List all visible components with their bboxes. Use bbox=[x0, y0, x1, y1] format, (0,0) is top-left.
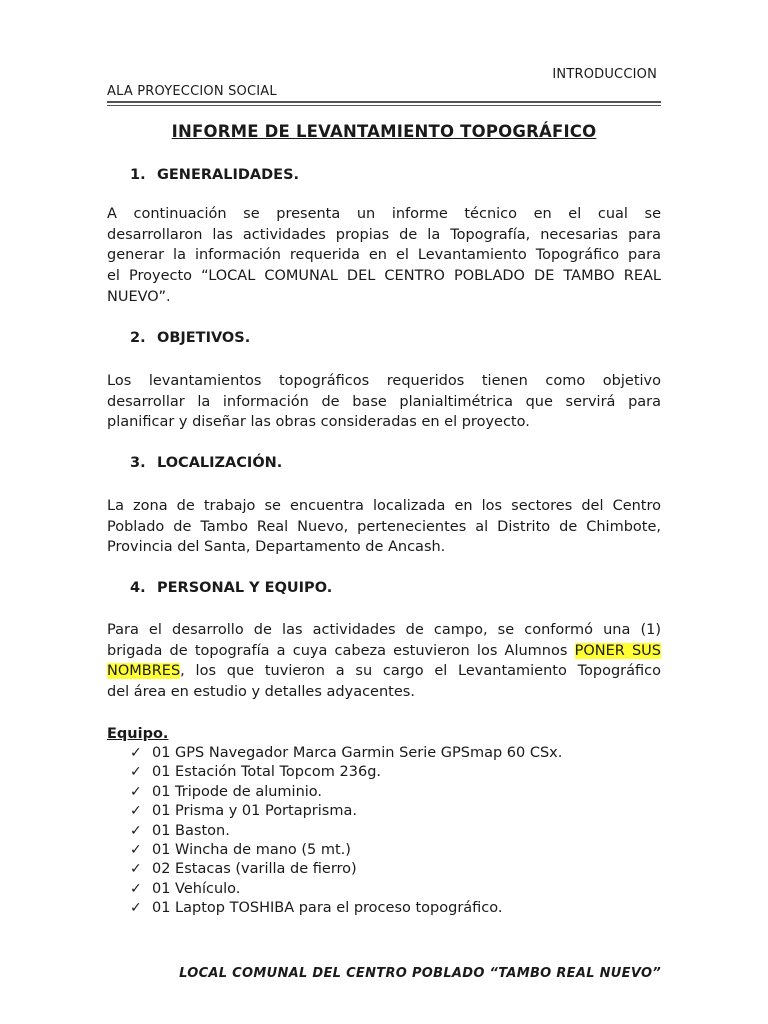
paragraph-objetivos bbox=[107, 371, 661, 433]
paragraph-line bbox=[107, 661, 661, 682]
list-item bbox=[130, 880, 562, 899]
list-item-text: 01 Estación Total Topcom 236g. bbox=[152, 764, 382, 781]
paragraph-line: Los levantamientos topográficos requeridos tienen como objetivo bbox=[107, 373, 661, 389]
section-title: PERSONAL Y EQUIPO. bbox=[157, 580, 333, 596]
list-item bbox=[130, 822, 562, 841]
list-item-text: 01 GPS Navegador Marca Garmin Serie GPSmap 60 CSx. bbox=[152, 745, 563, 761]
paragraph-line: Para el desarrollo de las actividades de campo, se conformó una (1) bbox=[107, 622, 661, 638]
highlighted-placeholder-text: PONER SUS bbox=[574, 642, 662, 659]
equipment-title: Equipo. bbox=[107, 726, 169, 742]
header-divider bbox=[107, 101, 661, 106]
paragraph-line: A continuación se presenta un informe técnico en el cual se bbox=[107, 206, 661, 222]
section-number: 3. bbox=[130, 455, 146, 471]
paragraph-line: NUEVO”. bbox=[107, 288, 171, 305]
list-item-text: 01 Laptop TOSHIBA para el proceso topográfico. bbox=[152, 900, 503, 917]
checkmark-icon: ✓ bbox=[130, 880, 142, 897]
section-title: OBJETIVOS. bbox=[157, 330, 251, 346]
checkmark-icon: ✓ bbox=[130, 900, 142, 917]
section-number: 1. bbox=[130, 167, 146, 183]
paragraph-line: planificar y diseñar las obras consideradas en el proyecto. bbox=[107, 414, 530, 431]
paragraph-personal-equipo bbox=[107, 620, 661, 703]
paragraph-line bbox=[107, 641, 661, 662]
list-item-text: 02 Estacas (varilla de fierro) bbox=[152, 861, 357, 878]
section-number: 4. bbox=[130, 580, 146, 596]
paragraph-line: La zona de trabajo se encuentra localizada en los sectores del Centro bbox=[107, 498, 661, 514]
list-item bbox=[130, 802, 562, 821]
section-heading-generalidades bbox=[130, 167, 299, 183]
header-course-subtitle: ALA PROYECCION SOCIAL bbox=[107, 84, 277, 99]
checkmark-icon: ✓ bbox=[130, 822, 142, 839]
list-item-text: 01 Vehículo. bbox=[152, 880, 241, 897]
checkmark-icon: ✓ bbox=[130, 842, 142, 859]
list-item-text: 01 Tripode de aluminio. bbox=[152, 783, 323, 800]
section-title: LOCALIZACIÓN. bbox=[157, 455, 283, 471]
paragraph-localizacion bbox=[107, 496, 661, 558]
section-title: GENERALIDADES. bbox=[157, 167, 300, 183]
list-item-text: 01 Baston. bbox=[152, 822, 230, 839]
checkmark-icon: ✓ bbox=[130, 803, 142, 820]
list-item bbox=[130, 744, 562, 763]
list-item-text: 01 Wincha de mano (5 mt.) bbox=[152, 842, 351, 859]
document-title: INFORME DE LEVANTAMIENTO TOPOGRÁFICO bbox=[171, 122, 597, 141]
checkmark-icon: ✓ bbox=[130, 861, 142, 878]
paragraph-line: generar la información requerida en el Levantamiento Topográfico para bbox=[107, 247, 661, 264]
paragraph-line: Provincia del Santa, Departamento de Ancash. bbox=[107, 539, 446, 556]
checkmark-icon: ✓ bbox=[130, 745, 142, 761]
paragraph-line: desarrollar la información de base planialtimétrica que servirá para bbox=[107, 393, 661, 410]
highlighted-placeholder-text: NOMBRES bbox=[107, 663, 181, 680]
list-item bbox=[130, 783, 562, 802]
section-heading-objetivos bbox=[130, 330, 250, 346]
list-item bbox=[130, 763, 562, 782]
list-item bbox=[130, 860, 562, 879]
list-item bbox=[130, 841, 562, 860]
list-item bbox=[130, 899, 562, 918]
paragraph-generalidades bbox=[107, 204, 661, 308]
paragraph-text: , los que tuvieron a su cargo el Levantamiento Topográfico bbox=[180, 663, 661, 680]
equipment-list bbox=[130, 744, 562, 919]
list-item-text: 01 Prisma y 01 Portaprisma. bbox=[152, 803, 357, 820]
header-course-title: INTRODUCCION bbox=[552, 67, 657, 82]
section-heading-personal-equipo bbox=[130, 580, 332, 596]
section-number: 2. bbox=[130, 330, 146, 346]
checkmark-icon: ✓ bbox=[130, 764, 142, 781]
paragraph-line: el Proyecto “LOCAL COMUNAL DEL CENTRO POBLADO DE TAMBO REAL bbox=[107, 268, 661, 285]
paragraph-text: brigada de topografía a cuya cabeza estuvieron los Alumnos bbox=[107, 642, 575, 659]
section-heading-localizacion bbox=[130, 455, 282, 471]
page-footer: LOCAL COMUNAL DEL CENTRO POBLADO “TAMBO REAL NUEVO” bbox=[179, 966, 661, 981]
paragraph-line: del área en estudio y detalles adyacentes. bbox=[107, 684, 415, 701]
paragraph-line: desarrollaron las actividades propias de la Topografía, necesarias para bbox=[107, 226, 661, 243]
checkmark-icon: ✓ bbox=[130, 783, 142, 800]
paragraph-line: Poblado de Tambo Real Nuevo, pertenecientes al Distrito de Chimbote, bbox=[107, 518, 661, 535]
